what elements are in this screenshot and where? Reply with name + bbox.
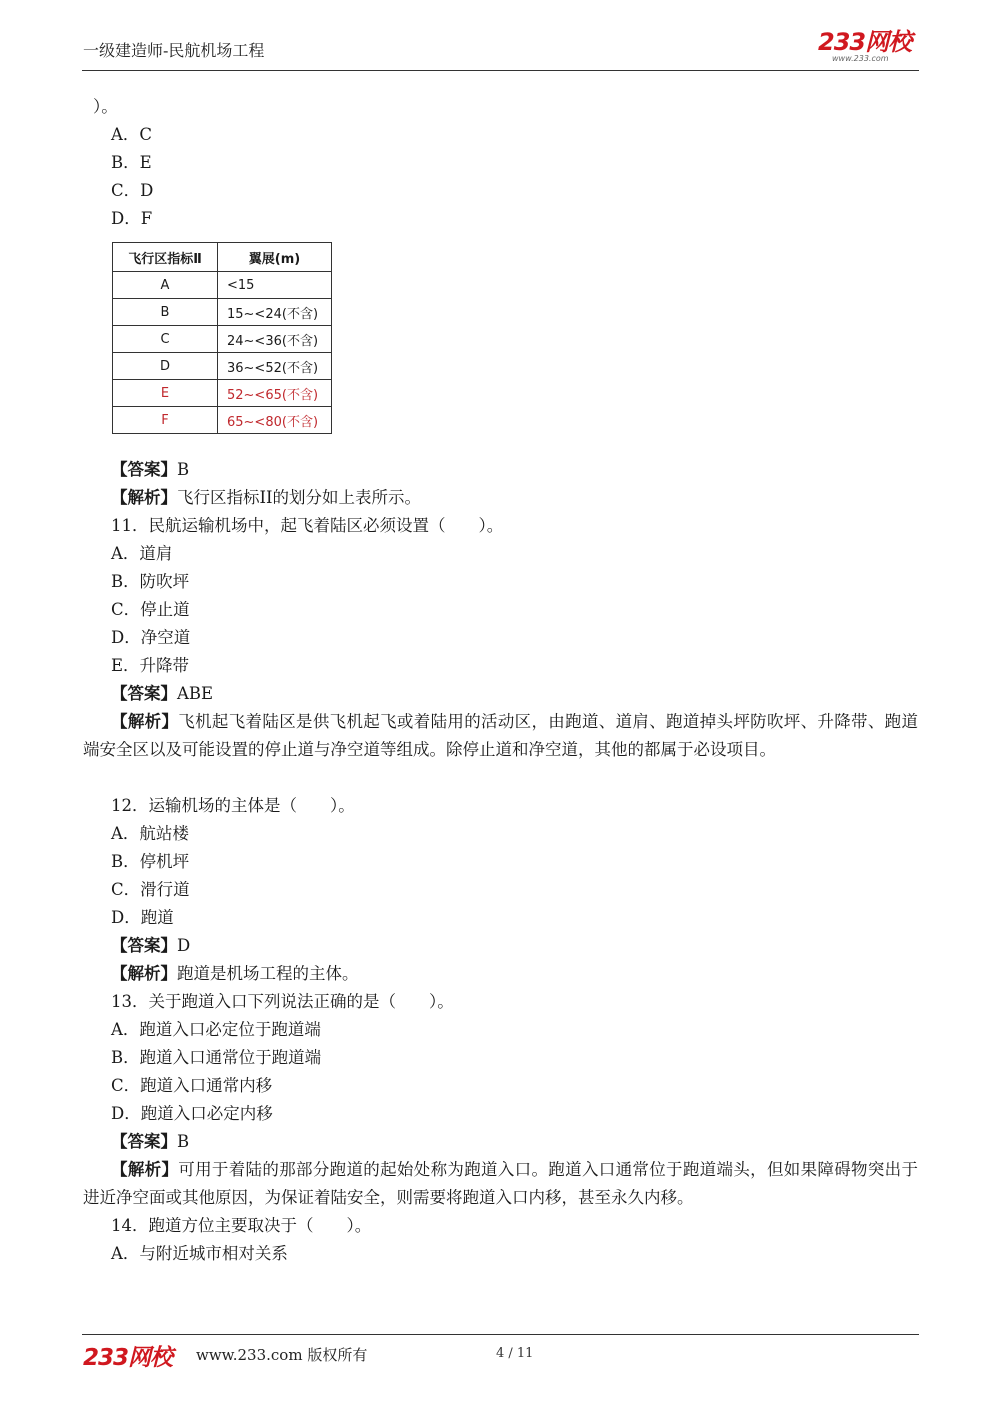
q13-option-d: D．跑道入口必定内移 [111, 1104, 273, 1123]
table-cell-code: A [113, 272, 218, 299]
answer-label: 【答案】 [111, 684, 177, 703]
answer-value: ABE [177, 684, 214, 703]
q14-option-a: A．与附近城市相对关系 [111, 1244, 288, 1263]
analysis-text: 可用于着陆的那部分跑道的起始处称为跑道入口。跑道入口通常位于跑道端头，但如果障碍物突出于进近净空面或其他原因，为保证着陆安全，则需要将跑道入口内移，甚至永久内移。 [83, 1160, 919, 1207]
q11-option-d: D．净空道 [111, 628, 191, 647]
q11-answer [111, 684, 213, 704]
table-header-wingspan: 翼展(m) [218, 243, 332, 272]
table-row-highlighted [113, 380, 332, 407]
q13-option-b: B．跑道入口通常位于跑道端 [111, 1048, 322, 1067]
q14-stem: 14．跑道方位主要取决于（ ）。 [111, 1216, 372, 1235]
q11-option-a: A．道肩 [111, 544, 173, 563]
q11-option-b: B．防吹坪 [111, 572, 190, 591]
brand-logo-text: 233网校 [818, 28, 912, 56]
q13-answer [111, 1132, 189, 1152]
table-cell-wingspan: 52~<65(不含) [218, 380, 332, 407]
q10-answer [111, 460, 189, 480]
q10-option-c: C．D [111, 181, 154, 200]
q12-option-d: D．跑道 [111, 908, 174, 927]
brand-logo [818, 30, 928, 66]
answer-label: 【答案】 [111, 936, 177, 955]
q11-stem: 11．民航运输机场中，起飞着陆区必须设置（ ）。 [111, 516, 504, 535]
analysis-text: 飞行区指标II的划分如上表所示。 [177, 488, 422, 507]
table-cell-wingspan: <15 [218, 272, 332, 299]
q12-option-c: C．滑行道 [111, 880, 190, 899]
table-cell-code: B [113, 299, 218, 326]
table-row [113, 353, 332, 380]
wingspan-table [112, 242, 332, 434]
q12-analysis [111, 964, 359, 984]
q12-option-a: A．航站楼 [111, 824, 189, 843]
footer-logo: 233网校 [83, 1345, 173, 1371]
answer-value: B [177, 460, 190, 479]
q13-analysis [83, 1156, 918, 1212]
table-cell-code: D [113, 353, 218, 380]
analysis-label: 【解析】 [111, 488, 177, 507]
table-row-highlighted [113, 407, 332, 434]
table-cell-code: C [113, 326, 218, 353]
q11-option-c: C．停止道 [111, 600, 190, 619]
q11-analysis [83, 708, 918, 764]
analysis-text: 飞机起飞着陆区是供飞机起飞或着陆用的活动区，由跑道、道肩、跑道掉头坪防吹坪、升降带、跑道端安全区以及可能设置的停止道与净空道等组成。除停止道和净空道，其他的都属于必设项目。 [83, 712, 919, 759]
table-row [113, 272, 332, 299]
answer-label: 【答案】 [111, 1132, 177, 1151]
analysis-label: 【解析】 [111, 1160, 179, 1179]
table-row [113, 299, 332, 326]
q10-analysis [111, 488, 421, 508]
analysis-text: 跑道是机场工程的主体。 [177, 964, 359, 983]
answer-label: 【答案】 [111, 460, 177, 479]
table-header-row [113, 243, 332, 272]
brand-logo-url: www.233.com [832, 54, 889, 63]
table-cell-code: E [113, 380, 218, 407]
q12-stem: 12．运输机场的主体是（ ）。 [111, 796, 355, 815]
table-cell-wingspan: 24~<36(不含) [218, 326, 332, 353]
table-cell-wingspan: 36~<52(不含) [218, 353, 332, 380]
analysis-label: 【解析】 [111, 964, 177, 983]
table-cell-code: F [113, 407, 218, 434]
q12-answer [111, 936, 190, 956]
q13-option-a: A．跑道入口必定位于跑道端 [111, 1020, 321, 1039]
answer-value: B [177, 1132, 190, 1151]
q13-stem: 13．关于跑道入口下列说法正确的是（ ）。 [111, 992, 454, 1011]
analysis-label: 【解析】 [111, 712, 179, 731]
table-cell-wingspan: 65~<80(不含) [218, 407, 332, 434]
page-number: 4 / 11 [496, 1346, 534, 1361]
answer-value: D [177, 936, 191, 955]
q13-option-c: C．跑道入口通常内移 [111, 1076, 273, 1095]
q12-option-b: B．停机坪 [111, 852, 190, 871]
q10-option-d: D．F [111, 209, 153, 228]
q10-option-a: A．C [111, 125, 153, 144]
table-header-code: 飞行区指标Ⅱ [113, 243, 218, 272]
q11-option-e: E．升降带 [111, 656, 190, 675]
document-header-title: 一级建造师-民航机场工程 [83, 41, 265, 60]
footer-copyright: www.233.com 版权所有 [196, 1346, 368, 1364]
table-cell-wingspan: 15~<24(不含) [218, 299, 332, 326]
header-divider [82, 70, 919, 71]
footer-divider [82, 1334, 919, 1335]
q10-option-b: B．E [111, 153, 152, 172]
table-row [113, 326, 332, 353]
q10-stem-tail: ）。 [93, 97, 118, 116]
